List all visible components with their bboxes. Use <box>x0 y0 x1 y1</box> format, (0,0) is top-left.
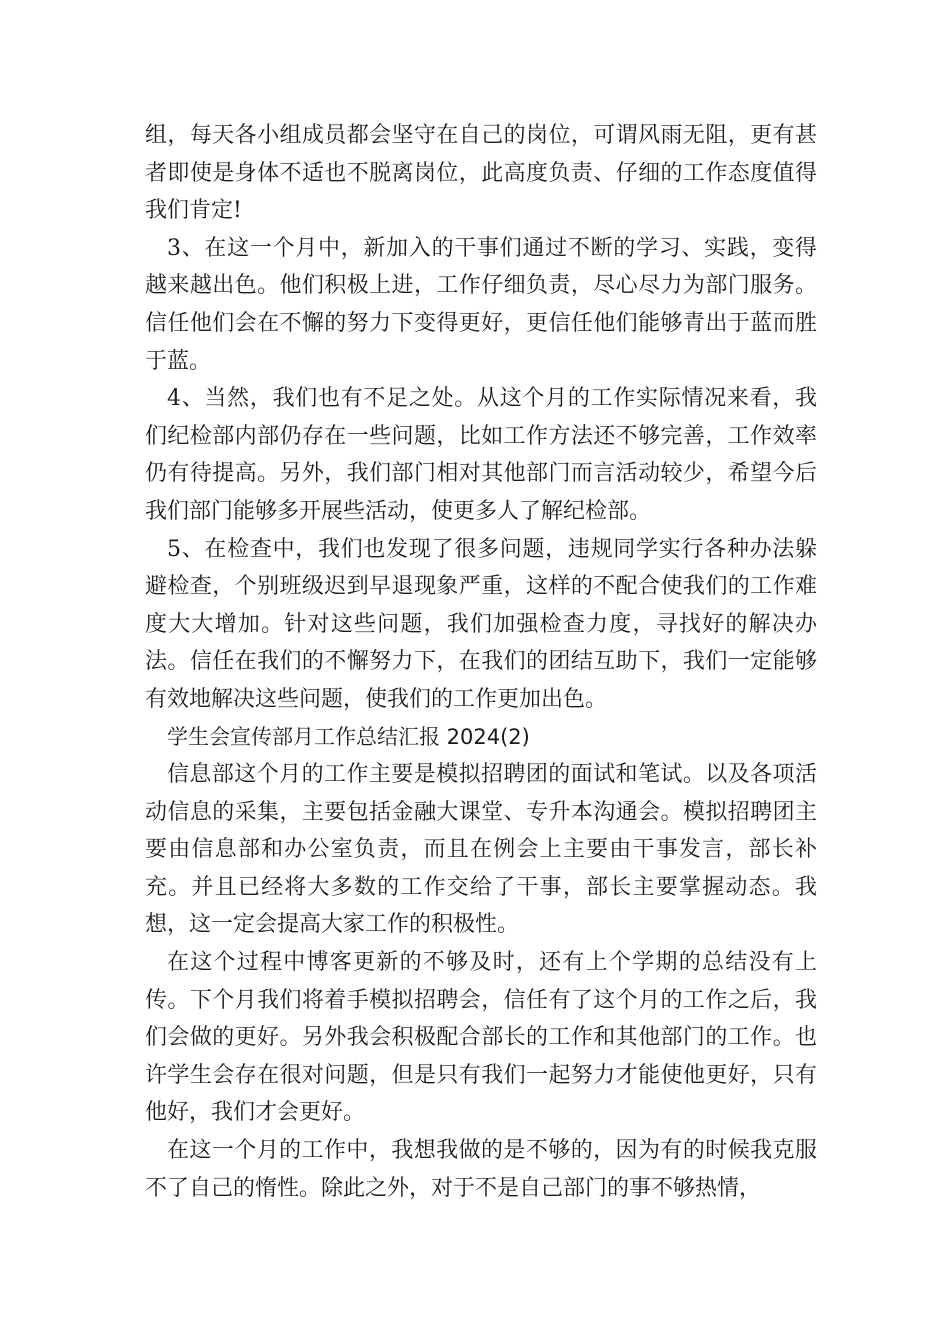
paragraph-continuation: 组，每天各小组成员都会坚守在自己的岗位，可谓风雨无阻，更有甚者即使是身体不适也不脱离岗位，此高度负责、仔细的工作态度值得我们肯定! <box>145 123 817 224</box>
section-title: 学生会宣传部月工作总结汇报 2024(2) <box>167 724 530 749</box>
paragraph-blog: 在这个过程中博客更新的不够及时，还有上个学期的总结没有上传。下个月我们将着手模拟招聘会，信任有了这个月的工作之后，我们会做的更好。另外我会积极配合部长的工作和其他部门的工作。也许学生会存在很对问题，但是只有我们一起努力才能使他更好，只有他好，我们才会更好。 <box>145 950 817 1126</box>
document-body <box>145 117 817 1207</box>
paragraph-item-3: 3、在这一个月中，新加入的干事们通过不断的学习、实践，变得越来越出色。他们积极上进，工作仔细负责，尽心尽力为部门服务。信任他们会在不懈的努力下变得更好，更信任他们能够青出于蓝而胜于蓝。 <box>145 235 817 374</box>
paragraph-self-reflection: 在这一个月的工作中，我想我做的是不够的，因为有的时候我克服不了自己的惰性。除此之外，对于不是自己部门的事不够热情， <box>145 1138 817 1201</box>
paragraph-item-5: 5、在检查中，我们也发现了很多问题，违规同学实行各种办法躲避检查，个别班级迟到早退现象严重，这样的不配合使我们的工作难度大大增加。针对这些问题，我们加强检查力度，寻找好的解决办法。信任在我们的不懈努力下，在我们的团结互助下，我们一定能够有效地解决这些问题，使我们的工作更加出色。 <box>145 536 817 712</box>
paragraph-item-4: 4、当然，我们也有不足之处。从这个月的工作实际情况来看，我们纪检部内部仍存在一些问题，比如工作方法还不够完善，工作效率仍有待提高。另外，我们部门相对其他部门而言活动较少，希望今后我们部门能够多开展些活动，使更多人了解纪检部。 <box>145 386 817 524</box>
paragraph-info-dept: 信息部这个月的工作主要是模拟招聘团的面试和笔试。以及各项活动信息的采集，主要包括金融大课堂、专升本沟通会。模拟招聘团主要由信息部和办公室负责，而且在例会上主要由干事发言，部长补充。并且已经将大多数的工作交给了干事，部长主要掌握动态。我想，这一定会提高大家工作的积极性。 <box>145 762 817 938</box>
